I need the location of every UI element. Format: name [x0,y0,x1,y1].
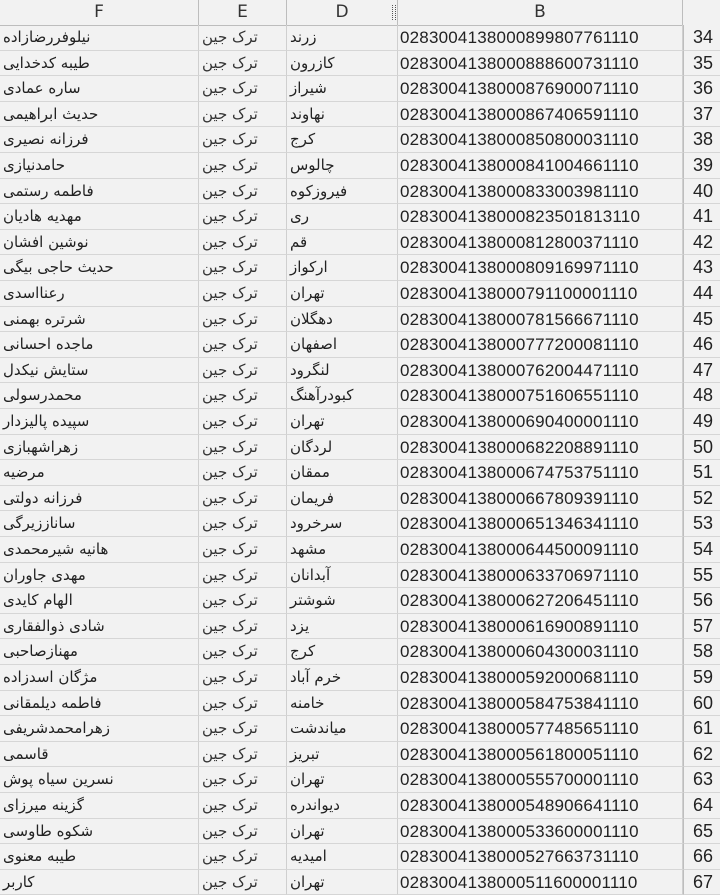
cell-e[interactable]: ترک جین [199,435,287,461]
table-row [0,665,720,691]
cell-f[interactable]: ماجده احسانی [0,332,199,358]
table-row [0,793,720,819]
row-number[interactable]: 39 [683,153,720,179]
cell-d[interactable]: تهران [287,767,398,793]
cell-e[interactable]: ترک جین [199,383,287,409]
cell-d[interactable]: لردگان [287,435,398,461]
cell-f[interactable]: شکوه طاوسی [0,819,199,845]
row-number[interactable]: 63 [683,767,720,793]
cell-b[interactable]: 0283004138000841004661110 [398,153,683,179]
table-row [0,691,720,717]
cell-e[interactable]: ترک جین [199,307,287,333]
table-row [0,870,720,895]
table-row [0,435,720,461]
table-row [0,179,720,205]
cell-f[interactable]: طیبه کدخدایی [0,51,199,77]
table-row [0,409,720,435]
cell-b[interactable]: 0283004138000533600001110 [398,819,683,845]
cell-e[interactable]: ترک جین [199,332,287,358]
cell-d[interactable]: تهران [287,409,398,435]
cell-b[interactable]: 0283004138000627206451110 [398,588,683,614]
cell-e[interactable]: ترک جین [199,281,287,307]
cell-d[interactable]: دهگلان [287,307,398,333]
cell-d[interactable]: اصفهان [287,332,398,358]
cell-e[interactable]: ترک جین [199,793,287,819]
cell-e[interactable]: ترک جین [199,409,287,435]
table-row [0,51,720,77]
table-row [0,716,720,742]
cell-f[interactable]: فاطمه دیلمقانی [0,691,199,717]
row-number[interactable]: 43 [683,255,720,281]
cell-e[interactable]: ترک جین [199,819,287,845]
cell-e[interactable]: ترک جین [199,153,287,179]
cell-f[interactable]: طیبه معنوی [0,844,199,870]
row-number[interactable]: 34 [683,25,720,51]
table-row [0,281,720,307]
row-number[interactable]: 41 [683,204,720,230]
cell-f[interactable]: نسرین سیاه پوش [0,767,199,793]
row-number[interactable]: 48 [683,383,720,409]
column-header-f[interactable]: F [0,0,199,25]
corner-header [683,0,720,25]
cell-d[interactable]: فریمان [287,486,398,512]
cell-f[interactable]: مهدی جاوران [0,563,199,589]
table-row [0,127,720,153]
cell-f[interactable]: مهدیه هادیان [0,204,199,230]
cell-e[interactable]: ترک جین [199,102,287,128]
column-resize-handle[interactable] [392,5,396,20]
row-number[interactable]: 54 [683,537,720,563]
cell-f[interactable]: زهرامحمدشریفی [0,716,199,742]
cell-e[interactable]: ترک جین [199,511,287,537]
cell-d[interactable]: سرخرود [287,511,398,537]
cell-f[interactable]: فرزانه نصیری [0,127,199,153]
row-number[interactable]: 53 [683,511,720,537]
cell-b[interactable]: 0283004138000690400001110 [398,409,683,435]
cell-b[interactable]: 0283004138000511600001110 [398,870,683,895]
cell-b[interactable]: 0283004138000682208891110 [398,435,683,461]
table-row [0,102,720,128]
cell-b[interactable]: 0283004138000604300031110 [398,639,683,665]
cell-e[interactable]: ترک جین [199,870,287,895]
cell-f[interactable]: مهنازصاحبی [0,639,199,665]
cell-d[interactable]: کازرون [287,51,398,77]
cell-d[interactable]: کرج [287,639,398,665]
table-row [0,742,720,768]
cell-b[interactable]: 0283004138000584753841110 [398,691,683,717]
table-row [0,844,720,870]
cell-f[interactable]: شرتره بهمنی [0,307,199,333]
cell-f[interactable]: زهراشهبازی [0,435,199,461]
cell-e[interactable]: ترک جین [199,639,287,665]
cell-e[interactable]: ترک جین [199,127,287,153]
table-row [0,332,720,358]
cell-d[interactable]: تهران [287,819,398,845]
table-row [0,76,720,102]
cell-d[interactable]: ممقان [287,460,398,486]
cell-f[interactable]: نوشین افشان [0,230,199,256]
cell-e[interactable]: ترک جین [199,204,287,230]
cell-b[interactable]: 0283004138000751606551110 [398,383,683,409]
cell-b[interactable]: 0283004138000777200081110 [398,332,683,358]
cell-d[interactable]: لنگرود [287,358,398,384]
cell-d[interactable]: آبدانان [287,563,398,589]
cell-f[interactable]: سپیده پالیزدار [0,409,199,435]
table-row [0,614,720,640]
cell-d[interactable]: کبودرآهنگ [287,383,398,409]
cell-b[interactable]: 0283004138000762004471110 [398,358,683,384]
row-number[interactable]: 52 [683,486,720,512]
table-row [0,460,720,486]
row-number[interactable]: 45 [683,307,720,333]
cell-f[interactable]: ساناززیرگی [0,511,199,537]
cell-d[interactable]: قم [287,230,398,256]
cell-b[interactable]: 0283004138000548906641110 [398,793,683,819]
row-number[interactable]: 62 [683,742,720,768]
cell-b[interactable]: 0283004138000667809391110 [398,486,683,512]
cell-e[interactable]: ترک جین [199,691,287,717]
cell-b[interactable]: 0283004138000651346341110 [398,511,683,537]
cell-f[interactable]: فاطمه رستمی [0,179,199,205]
cell-d[interactable]: ری [287,204,398,230]
table-row [0,537,720,563]
cell-b[interactable]: 0283004138000527663731110 [398,844,683,870]
cell-d[interactable]: فیروزکوه [287,179,398,205]
cell-e[interactable]: ترک جین [199,614,287,640]
cell-b[interactable]: 0283004138000823501813110 [398,204,683,230]
cell-b[interactable]: 0283004138000577485651110 [398,716,683,742]
row-number[interactable]: 42 [683,230,720,256]
cell-e[interactable]: ترک جین [199,486,287,512]
row-number[interactable]: 56 [683,588,720,614]
cell-e[interactable]: ترک جین [199,665,287,691]
cell-e[interactable]: ترک جین [199,742,287,768]
cell-b[interactable]: 0283004138000867406591110 [398,102,683,128]
row-number[interactable]: 50 [683,435,720,461]
cell-d[interactable]: کرج [287,127,398,153]
row-number[interactable]: 38 [683,127,720,153]
cell-d[interactable]: شوشتر [287,588,398,614]
cell-f[interactable]: فرزانه دولتی [0,486,199,512]
column-header-b[interactable]: B [398,0,683,25]
row-number[interactable]: 65 [683,819,720,845]
cell-e[interactable]: ترک جین [199,179,287,205]
table-row [0,511,720,537]
table-row [0,307,720,333]
table-row [0,255,720,281]
cell-b[interactable]: 0283004138000555700001110 [398,767,683,793]
table-row [0,358,720,384]
cell-e[interactable]: ترک جین [199,230,287,256]
row-number[interactable]: 51 [683,460,720,486]
row-number[interactable]: 37 [683,102,720,128]
cell-b[interactable]: 0283004138000899807761110 [398,25,683,51]
cell-b[interactable]: 0283004138000674753751110 [398,460,683,486]
table-row [0,588,720,614]
cell-f[interactable]: ستایش نیکدل [0,358,199,384]
cell-f[interactable]: مژگان اسدزاده [0,665,199,691]
row-number[interactable]: 55 [683,563,720,589]
cell-d[interactable]: تبریز [287,742,398,768]
cell-f[interactable]: شادی ذوالفقاری [0,614,199,640]
cell-f[interactable]: حدیث ابراهیمی [0,102,199,128]
cell-e[interactable]: ترک جین [199,460,287,486]
cell-d[interactable]: چالوس [287,153,398,179]
cell-e[interactable]: ترک جین [199,358,287,384]
row-number[interactable]: 67 [683,870,720,895]
cell-f[interactable]: الهام کایدی [0,588,199,614]
cell-d[interactable]: نهاوند [287,102,398,128]
column-header-row [0,0,720,26]
row-number[interactable]: 46 [683,332,720,358]
cell-f[interactable]: نیلوفررضازاده [0,25,199,51]
cell-b[interactable]: 0283004138000888600731110 [398,51,683,77]
cell-e[interactable]: ترک جین [199,767,287,793]
cell-b[interactable]: 0283004138000876900071110 [398,76,683,102]
cell-b[interactable]: 0283004138000812800371110 [398,230,683,256]
cell-d[interactable]: مشهد [287,537,398,563]
cell-f[interactable]: ساره عمادی [0,76,199,102]
table-row [0,230,720,256]
row-number[interactable]: 40 [683,179,720,205]
column-header-e[interactable]: E [199,0,287,25]
table-row [0,819,720,845]
cell-d[interactable]: ارکواز [287,255,398,281]
cell-b[interactable]: 0283004138000561800051110 [398,742,683,768]
cell-b[interactable]: 0283004138000633706971110 [398,563,683,589]
table-row [0,153,720,179]
row-number[interactable]: 57 [683,614,720,640]
row-number[interactable]: 35 [683,51,720,77]
cell-b[interactable]: 0283004138000616900891110 [398,614,683,640]
cell-d[interactable]: دیواندره [287,793,398,819]
row-number[interactable]: 47 [683,358,720,384]
cell-e[interactable]: ترک جین [199,844,287,870]
cell-d[interactable]: تهران [287,281,398,307]
row-number[interactable]: 59 [683,665,720,691]
table-row [0,486,720,512]
cell-d[interactable]: تهران [287,870,398,895]
cell-e[interactable]: ترک جین [199,51,287,77]
cell-f[interactable]: حامدنیازی [0,153,199,179]
row-number[interactable]: 64 [683,793,720,819]
cell-d[interactable]: میاندشت [287,716,398,742]
cell-d[interactable]: خرم آباد [287,665,398,691]
row-number[interactable]: 60 [683,691,720,717]
table-row [0,767,720,793]
cell-f[interactable]: مرضیه [0,460,199,486]
table-row [0,204,720,230]
table-row [0,563,720,589]
cell-f[interactable]: رعنااسدی [0,281,199,307]
column-header-d[interactable]: D [287,0,398,25]
cell-e[interactable]: ترک جین [199,588,287,614]
cell-e[interactable]: ترک جین [199,255,287,281]
cell-f[interactable]: کاربر [0,870,199,895]
cell-b[interactable]: 0283004138000809169971110 [398,255,683,281]
cell-b[interactable]: 0283004138000833003981110 [398,179,683,205]
cell-d[interactable]: شیراز [287,76,398,102]
cell-b[interactable]: 0283004138000644500091110 [398,537,683,563]
table-row [0,383,720,409]
cell-f[interactable]: محمدرسولی [0,383,199,409]
row-number[interactable]: 44 [683,281,720,307]
cell-e[interactable]: ترک جین [199,76,287,102]
table-row [0,25,720,51]
cell-f[interactable]: هانیه شیرمحمدی [0,537,199,563]
cell-f[interactable]: گزینه میرزای [0,793,199,819]
row-number[interactable]: 66 [683,844,720,870]
cell-e[interactable]: ترک جین [199,537,287,563]
cell-b[interactable]: 0283004138000592000681110 [398,665,683,691]
cell-e[interactable]: ترک جین [199,25,287,51]
cell-e[interactable]: ترک جین [199,563,287,589]
cell-f[interactable]: حدیث حاجی بیگی [0,255,199,281]
cell-e[interactable]: ترک جین [199,716,287,742]
row-number[interactable]: 61 [683,716,720,742]
cell-f[interactable]: قاسمی [0,742,199,768]
row-number[interactable]: 58 [683,639,720,665]
table-row [0,639,720,665]
row-number[interactable]: 49 [683,409,720,435]
cell-d[interactable]: زرند [287,25,398,51]
row-number[interactable]: 36 [683,76,720,102]
cell-d[interactable]: یزد [287,614,398,640]
cell-b[interactable]: 0283004138000850800031110 [398,127,683,153]
cell-b[interactable]: 0283004138000781566671110 [398,307,683,333]
cell-d[interactable]: خامنه [287,691,398,717]
cell-b[interactable]: 0283004138000791100001110 [398,281,683,307]
cell-d[interactable]: امیدیه [287,844,398,870]
